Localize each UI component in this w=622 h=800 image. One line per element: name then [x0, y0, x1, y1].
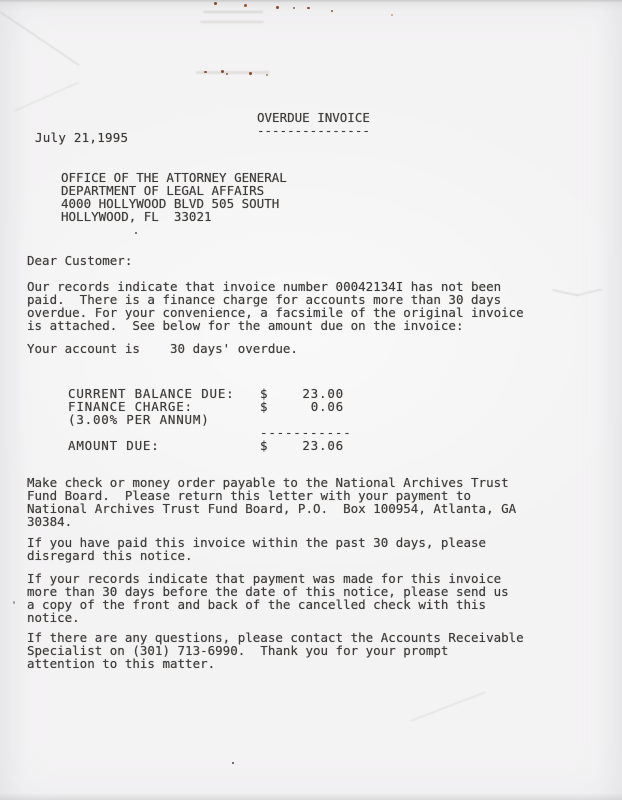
letter-date-block — [35, 131, 128, 144]
paragraph-intro — [27, 280, 524, 332]
paper-crease — [0, 12, 79, 66]
address-line: DEPARTMENT OF LEGAL AFFAIRS — [61, 183, 265, 198]
paper-crease — [410, 692, 485, 722]
stray-dot — [13, 601, 15, 604]
salutation: Dear Customer: — [27, 253, 133, 268]
rust-speck — [331, 10, 333, 12]
paragraph-line: Our records indicate that invoice number 00042134I has not been — [27, 279, 502, 294]
amount-value: 0.06 — [310, 399, 344, 414]
amount-value: 23.06 — [302, 438, 344, 453]
paper-crease — [552, 289, 577, 295]
rust-speck — [214, 2, 217, 5]
rust-speck — [293, 7, 295, 9]
paragraph-line: more than 30 days before the date of this notice, please send us — [27, 584, 509, 599]
paragraph-line: If your records indicate that payment was made for this invoice — [27, 571, 502, 586]
paragraph-questions — [27, 631, 524, 670]
rust-speck — [244, 4, 247, 7]
rust-speck — [226, 73, 228, 75]
amount-row-total — [68, 439, 352, 452]
paragraph-records — [27, 572, 509, 624]
paragraph-line: is attached. See below for the amount due on the invoice: — [27, 318, 464, 333]
paragraph-line: 30384. — [27, 514, 73, 529]
letter-heading — [257, 111, 370, 137]
rust-speck — [221, 70, 224, 73]
scan-smudge — [196, 71, 270, 74]
paragraph-disregard — [27, 536, 486, 562]
currency-symbol: $ — [260, 399, 269, 414]
amounts-table — [68, 387, 352, 452]
scan-smudge — [200, 21, 264, 23]
amount-label: CURRENT BALANCE DUE: — [68, 386, 235, 401]
amount-value: 23.00 — [302, 386, 344, 401]
amount-label: FINANCE CHARGE: — [68, 399, 193, 414]
paragraph-line: National Archives Trust Fund Board, P.O. Box 100954, Atlanta, GA — [27, 501, 517, 516]
amount-label: AMOUNT DUE: — [68, 438, 160, 453]
paragraph-line: paid. There is a finance charge for accounts more than 30 days — [27, 292, 502, 307]
currency-symbol: $ — [260, 386, 269, 401]
title-underline: --------------- — [257, 123, 370, 138]
paragraph-line: disregard this notice. — [27, 548, 193, 563]
paragraph-line: Make check or money order payable to the National Archives Trust — [27, 475, 509, 490]
stray-dot — [135, 232, 137, 234]
scan-smudge — [203, 11, 263, 13]
rust-speck — [276, 6, 279, 9]
recipient-address — [61, 171, 287, 223]
rust-speck — [249, 72, 252, 75]
paper-crease — [15, 82, 79, 111]
paragraph-line: a copy of the front and back of the cancelled check with this — [27, 597, 487, 612]
address-line: HOLLYWOOD, FL 33021 — [61, 209, 212, 224]
paragraph-line: Specialist on (301) 713-6990. Thank you for your prompt — [27, 643, 449, 658]
address-line: 4000 HOLLYWOOD BLVD 505 SOUTH — [61, 196, 280, 211]
rust-speck — [307, 7, 310, 9]
amounts-separator: ----------- — [260, 425, 352, 440]
paragraph-line: attention to this matter. — [27, 656, 216, 671]
paper-crease — [575, 289, 602, 296]
amount-label: (3.00% PER ANNUM) — [68, 412, 210, 427]
paragraph-payment-instructions — [27, 476, 516, 528]
rust-speck — [391, 14, 393, 16]
account-status-block — [27, 342, 298, 355]
paragraph-line: Fund Board. Please return this letter with your payment to — [27, 488, 472, 503]
rust-speck — [266, 74, 268, 76]
rust-speck — [204, 71, 207, 73]
currency-symbol: $ — [260, 438, 269, 453]
address-line: OFFICE OF THE ATTORNEY GENERAL — [61, 170, 287, 185]
letter-date: July 21,1995 — [35, 130, 129, 145]
paragraph-line: notice. — [27, 610, 80, 625]
stray-dot — [232, 762, 234, 764]
paragraph-line: If you have paid this invoice within the past 30 days, please — [27, 535, 487, 550]
account-status-line: Your account is 30 days' overdue. — [27, 341, 298, 356]
page-title: OVERDUE INVOICE — [257, 110, 370, 125]
paragraph-line: If there are any questions, please contact the Accounts Receivable — [27, 630, 524, 645]
paragraph-line: overdue. For your convenience, a facsimile of the original invoice — [27, 305, 524, 320]
salutation-block — [27, 254, 132, 267]
